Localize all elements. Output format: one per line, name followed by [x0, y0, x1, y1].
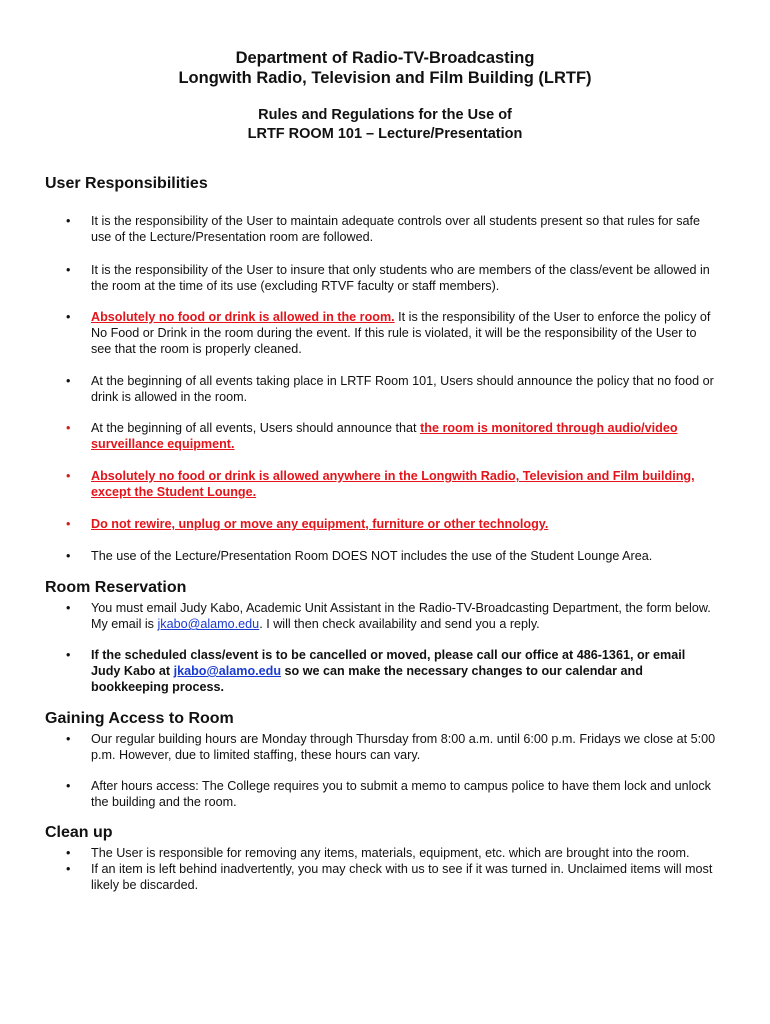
list-item-text: At the beginning of all events taking place in LRTF Room 101, Users should announce the policy that no food or drink is allowed in the room.	[91, 374, 714, 404]
list-item	[66, 420, 716, 452]
bullet-icon: •	[66, 846, 71, 860]
list-item-text	[91, 309, 716, 357]
bullet-icon: •	[66, 214, 71, 228]
list-item	[66, 213, 716, 245]
list-item	[66, 647, 716, 695]
email-link[interactable]: jkabo@alamo.edu	[173, 664, 282, 678]
list-item-text-tail: . I will then check availability and send you a reply.	[259, 617, 540, 631]
bullet-icon: •	[66, 310, 71, 324]
email-link[interactable]: jkabo@alamo.edu	[157, 617, 260, 631]
bullet-icon: •	[66, 517, 71, 531]
list-item-text: The User is responsible for removing any items, materials, equipment, etc. which are brought into the room.	[91, 846, 690, 860]
bullet-icon: •	[66, 601, 71, 615]
list-item-text-lead: If the scheduled class/event is to be cancelled or moved, please call our office at 486-1361, or email Judy Kabo at	[91, 648, 686, 678]
document-subtitle	[0, 106, 770, 144]
list-item	[66, 262, 716, 294]
list-item	[66, 373, 716, 405]
list-item	[66, 600, 716, 632]
list-item-text-tail: so we can make the necessary changes to our calendar and bookkeeping process.	[91, 664, 643, 694]
list-item	[66, 309, 716, 357]
list-item-text-lead: At the beginning of all events, Users should announce that	[91, 421, 421, 435]
list-item	[66, 845, 716, 861]
bullet-icon: •	[66, 469, 71, 483]
bullet-icon: •	[66, 374, 71, 388]
list-item	[66, 861, 716, 893]
list-item-text	[91, 420, 716, 452]
list-item-text: It is the responsibility of the User to insure that only students who are members of the class/event be allowed in the room at the time of its use (excluding RTVF faculty or staff members).	[91, 263, 710, 293]
list-item-text: Our regular building hours are Monday through Thursday from 8:00 a.m. until 6:00 p.m. Fridays we close at 5:00 p.m. However, due to limited staffing, these hours can vary.	[91, 732, 716, 762]
section-heading-room-reservation: Room Reservation	[45, 579, 187, 596]
list-item-text: If an item is left behind inadvertently, you may check with us to see if it was turned in. Unclaimed items will most likely be discarded.	[91, 862, 713, 892]
bullet-icon: •	[66, 862, 71, 876]
subtitle-line-2: LRTF ROOM 101 – Lecture/Presentation	[247, 126, 523, 142]
list-item	[66, 731, 716, 763]
title-line-1: Department of Radio-TV-Broadcasting	[235, 49, 535, 67]
list-item-text	[91, 600, 716, 632]
surveillance-notice: the room is monitored through audio/video surveillance equipment.	[91, 421, 678, 451]
section-heading-gaining-access: Gaining Access to Room	[45, 710, 234, 727]
list-item-text-rest: It is the responsibility of the User to enforce the policy of No Food or Drink in the room during the event. If this rule is violated, it will be the responsibility of the User to see that the room is properly cleaned.	[91, 310, 711, 356]
list-item-text-lead: You must email Judy Kabo, Academic Unit Assistant in the Radio-TV-Broadcasting Department, the form below. My email is	[91, 601, 711, 631]
list-item	[66, 778, 716, 810]
list-item-text: Do not rewire, unplug or move any equipment, furniture or other technology.	[91, 517, 549, 531]
bullet-icon: •	[66, 549, 71, 563]
subtitle-line-1: Rules and Regulations for the Use of	[258, 107, 512, 123]
bullet-icon: •	[66, 421, 71, 435]
list-item-text: It is the responsibility of the User to maintain adequate controls over all students present so that rules for safe use of the Lecture/Presentation room are followed.	[91, 214, 701, 244]
list-item-text: After hours access: The College requires you to submit a memo to campus police to have them lock and unlock the building and the room.	[91, 779, 711, 809]
bullet-icon: •	[66, 648, 71, 662]
bullet-icon: •	[66, 263, 71, 277]
list-item-text: The use of the Lecture/Presentation Room DOES NOT includes the use of the Student Lounge Area.	[91, 549, 653, 563]
bullet-icon: •	[66, 779, 71, 793]
bullet-icon: •	[66, 732, 71, 746]
no-food-rule: Absolutely no food or drink is allowed in the room.	[91, 310, 395, 324]
list-item	[66, 468, 716, 500]
list-item	[66, 548, 716, 564]
list-item	[66, 516, 716, 532]
title-line-2: Longwith Radio, Television and Film Building (LRTF)	[178, 69, 592, 87]
list-item-text: Absolutely no food or drink is allowed anywhere in the Longwith Radio, Television and Film building, except the Student Lounge.	[91, 469, 695, 499]
list-item-text	[91, 647, 716, 695]
section-heading-clean-up: Clean up	[45, 824, 113, 841]
section-heading-user-responsibilities: User Responsibilities	[45, 175, 208, 192]
document-title	[0, 48, 770, 88]
